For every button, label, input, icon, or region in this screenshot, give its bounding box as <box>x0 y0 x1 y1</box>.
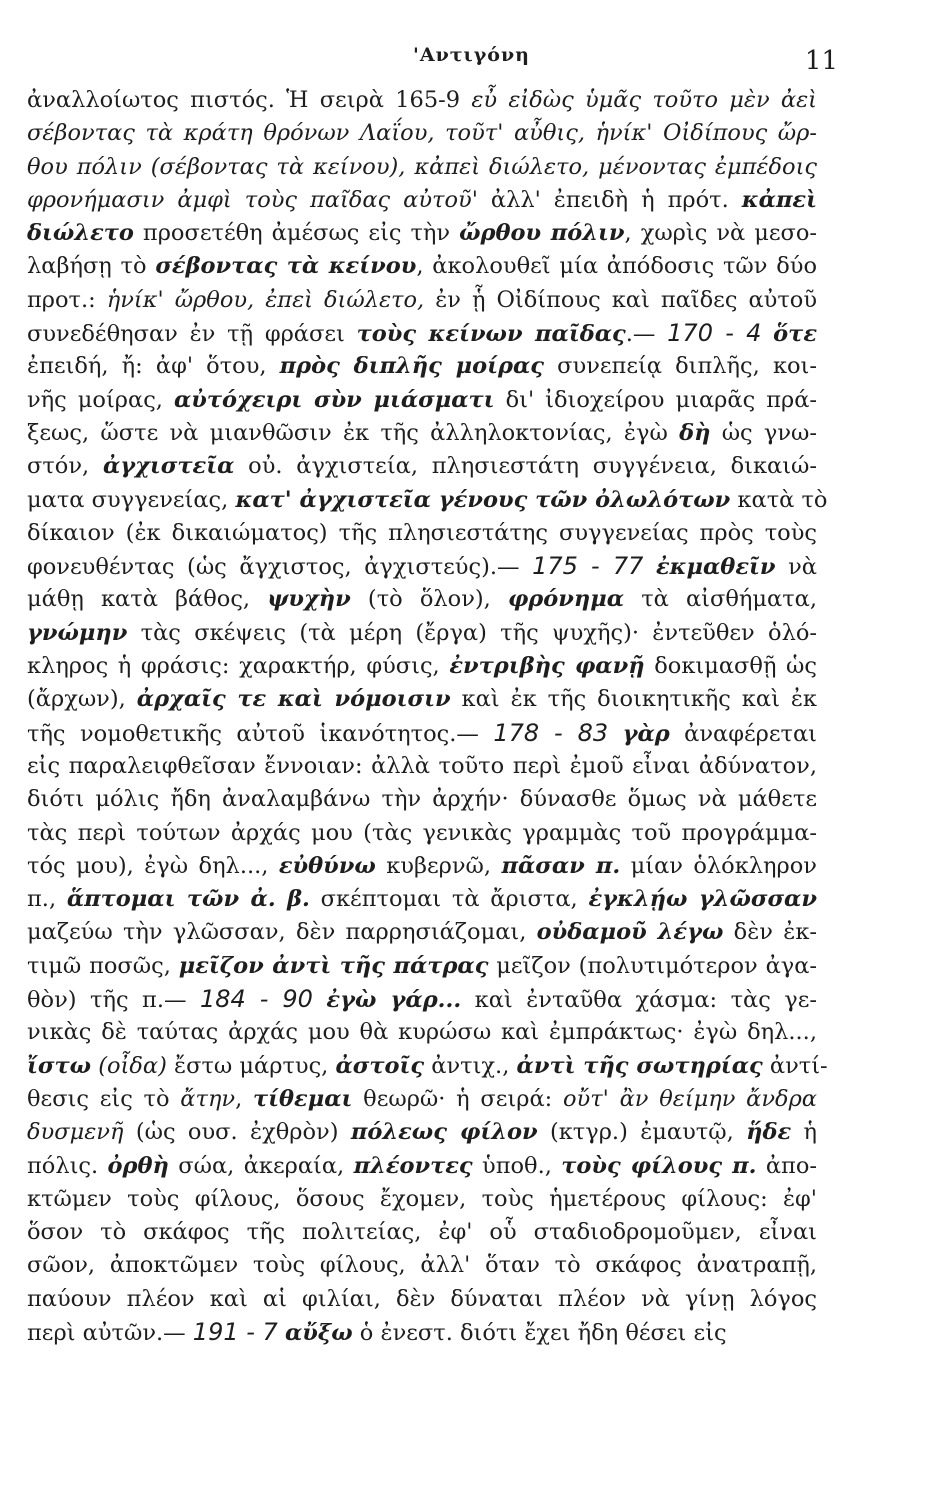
plain-text <box>761 321 773 347</box>
plain-text: θὸν) τῆς π.— <box>27 987 200 1014</box>
text-line <box>27 217 817 250</box>
lemma-text: σέβοντας τὰ κείνου <box>155 253 417 280</box>
commentary-text <box>27 84 828 1349</box>
text-line <box>27 484 828 517</box>
lemma-text: εὐθύνω <box>278 852 376 879</box>
plain-text: διότι μόλις ἤδη ἀναλαμβάνω τὴν ἀρχήν· δύνασθε ὅμως νὰ μάθετε <box>27 786 817 813</box>
plain-text: φονευθέντας (ὡς ἄγχιστος, ἀγχιστεύς).— <box>27 554 533 581</box>
plain-text: ἀπο- <box>756 1152 817 1179</box>
lemma-text: ἴστω <box>27 1052 92 1079</box>
text-line <box>27 384 817 417</box>
quoted-text: ἄτην <box>180 1085 236 1112</box>
lemma-text: ἐγκλῄω γλῶσσαν <box>588 886 817 913</box>
plain-text: (κτγρ.) ἐμαυτῷ, <box>537 1119 747 1146</box>
text-line <box>27 1216 817 1249</box>
text-line <box>27 750 817 783</box>
lemma-text: ὤρθου πόλιν <box>459 220 625 247</box>
plain-text: κληρος ἡ φράσις: χαρακτήρ, φύσις, <box>27 653 450 680</box>
lemma-text: οὐδαμοῦ λέγω <box>536 919 724 946</box>
plain-text: καὶ ἐνταῦθα χάσμα: τὰς γε- <box>461 987 818 1014</box>
plain-text: περὶ αὐτῶν.— <box>27 1319 193 1346</box>
plain-text: θεσις εἰς τὸ <box>27 1085 181 1112</box>
lemma-text: ἥδε <box>746 1119 792 1146</box>
plain-text: ἀλλ' ἐπειδὴ ἡ πρότ. <box>477 186 742 213</box>
lemma-text: ἀστοῖς <box>335 1052 425 1079</box>
quoted-text: δυσμενῆ <box>27 1119 124 1146</box>
plain-text: σκέπτομαι τὰ ἄριστα, <box>309 886 589 913</box>
text-line <box>27 683 817 716</box>
lemma-text: διώλετο <box>27 220 134 247</box>
plain-text: μάθῃ κατὰ βάθος, <box>27 586 268 613</box>
text-line <box>27 817 817 850</box>
text-line <box>27 550 817 583</box>
lemma-text: πᾶσαν π. <box>501 852 621 879</box>
plain-text: κτῶμεν τοὺς φίλους, ὅσους ἔχομεν, τοὺς ἡμετέρους φίλους: ἐφ' <box>27 1185 817 1212</box>
text-line <box>27 1150 817 1183</box>
plain-text: (τὸ ὅλον), <box>350 586 508 613</box>
lemma-text: ἀντὶ τῆς σωτηρίας <box>516 1052 763 1079</box>
quoted-text: σέβοντας τὰ κράτη θρόνων Λαΐου, τοῦτ' αὖθις, ἡνίκ' Οἰδίπους ὤρ- <box>27 120 817 147</box>
plain-text: καὶ ἐκ τῆς διοικητικῆς καὶ ἐκ <box>450 686 817 713</box>
lemma-text: μεῖζον ἀντὶ τῆς πάτρας <box>178 952 489 979</box>
plain-text: μίαν ὁλόκληρον <box>620 852 817 879</box>
plain-text: (ἄρχων), <box>27 686 137 713</box>
page-number: 11 <box>804 46 838 76</box>
plain-text: ὅσον τὸ σκάφος τῆς πολιτείας, ἐφ' οὗ σταδιοδρομοῦμεν, εἶναι <box>27 1219 817 1246</box>
text-line <box>27 184 817 217</box>
plain-text: π., <box>27 886 67 913</box>
text-line <box>27 317 817 350</box>
text-line <box>27 250 817 283</box>
lemma-text: ἀρχαῖς τε καὶ νόμοισιν <box>136 686 451 713</box>
text-line <box>27 84 817 117</box>
plain-text: εἰς παραλειφθεῖσαν ἔννοιαν: ἀλλὰ τοῦτο περὶ ἐμοῦ εἶναι ἀδύνατον, <box>27 752 817 779</box>
lemma-text: αὐτόχειρι σὺν μιάσματι <box>173 386 495 413</box>
plain-text: μεῖζον (πολυτιμότερον ἀγα- <box>488 952 818 979</box>
plain-text: τὰ αἰσθήματα, <box>624 586 817 613</box>
plain-text: ἐπειδή, ἤ: ἀφ' ὅτου, <box>27 353 280 380</box>
plain-text: συνεπείᾳ διπλῆς, κοι- <box>544 353 817 380</box>
text-line <box>27 1316 817 1349</box>
lemma-text: πλέοντες <box>353 1152 473 1179</box>
plain-text: δι' ἰδιοχείρου μιαρᾶς πρά- <box>494 386 818 413</box>
plain-text: ἀναλλοίωτος πιστός. Ἡ σειρὰ 165-9 <box>27 87 472 113</box>
plain-text: νικὰς δὲ ταύτας ἀρχάς μου θὰ κυρώσω καὶ ἐμπράκτως· ἐγὼ δηλ..., <box>27 1019 817 1046</box>
text-line <box>27 151 817 184</box>
text-line <box>27 717 817 750</box>
lemma-text: γνώμην <box>27 619 128 646</box>
plain-text: δοκιμασθῇ ὡς <box>644 653 818 680</box>
plain-text: οὐ. ἀγχιστεία, πλησιεστάτη συγγένεια, δικαιώ- <box>234 453 817 480</box>
text-line <box>27 1283 817 1316</box>
verse-reference: 170 - 4 <box>667 319 762 348</box>
text-line <box>27 517 817 550</box>
lemma-text: τοὺς κείνων παῖδας <box>356 321 626 348</box>
lemma-text: ἐκμαθεῖν <box>655 554 776 581</box>
text-line <box>27 583 817 616</box>
quoted-text: φρονήμασιν ἀμφὶ τοὺς παῖδας αὐτοῦ' <box>27 186 478 213</box>
plain-text <box>608 721 622 747</box>
verse-reference: 178 - 83 <box>493 718 609 747</box>
lemma-text: φρόνημα <box>507 586 625 613</box>
plain-text: σῶον, ἀποκτῶμεν τοὺς φίλους, ἀλλ' ὅταν τὸ σκάφος ἀνατραπῇ, <box>27 1252 817 1279</box>
plain-text: τός μου), ἐγὼ δηλ..., <box>27 852 279 879</box>
text-line <box>27 417 817 450</box>
running-head: 'Αντιγόνη <box>413 44 530 66</box>
plain-text: δὲν ἐκ- <box>723 919 818 946</box>
plain-text: , ἀκολουθεῖ μία ἀπόδοσις τῶν δύο <box>416 253 817 280</box>
plain-text: ἡ <box>791 1119 817 1146</box>
text-line <box>27 883 817 916</box>
lemma-text: ὀρθὴ <box>107 1152 169 1179</box>
text-line <box>27 350 817 383</box>
plain-text: στόν, <box>27 453 103 480</box>
plain-text: λαβήσῃ τὸ <box>27 253 156 280</box>
plain-text <box>313 987 326 1013</box>
text-line <box>27 1249 817 1282</box>
plain-text: ἔστω μάρτυς, <box>166 1052 336 1079</box>
lemma-text: πρὸς διπλῆς μοίρας <box>279 353 545 380</box>
lemma-text: ἐντριβὴς φανῇ <box>449 653 645 680</box>
text-line <box>27 117 817 150</box>
plain-text: ἐν ᾗ Οἰδίπους καὶ παῖδες αὐτοῦ <box>424 286 817 313</box>
quoted-text: εὖ εἰδὼς ὑμᾶς τοῦτο μὲν ἀεὶ <box>471 87 817 113</box>
text-line <box>27 1016 817 1049</box>
lemma-text: γὰρ <box>622 720 670 747</box>
verse-reference: 191 - 7 <box>192 1317 278 1346</box>
lemma-text: αὔξω <box>284 1319 353 1346</box>
verse-reference: 184 - 90 <box>199 985 313 1014</box>
text-line <box>27 284 817 317</box>
text-line <box>27 1183 817 1216</box>
quoted-text: ἡνίκ' ὤρθου, ἐπεὶ διώλετο, <box>106 286 425 313</box>
lemma-text: κατ' ἀγχιστεῖα γένους τῶν ὀλωλότων <box>235 486 731 513</box>
plain-text: συνεδέθησαν ἐν τῇ φράσει <box>27 321 357 348</box>
plain-text: σώα, ἀκεραία, <box>168 1152 354 1179</box>
text-line <box>27 650 817 683</box>
plain-text: ὑποθ., <box>472 1152 562 1179</box>
lemma-text: πόλεως φίλον <box>350 1119 538 1146</box>
plain-text: πόλις. <box>27 1152 108 1179</box>
text-line <box>27 850 817 883</box>
plain-text: προτ.: <box>27 286 107 313</box>
plain-text: παύουν πλέον καὶ αἱ φιλίαι, δὲν δύναται πλέον νὰ γίνῃ λόγος <box>27 1285 817 1312</box>
plain-text: , <box>235 1085 254 1112</box>
text-line <box>27 1083 817 1116</box>
plain-text: κατὰ τὸ <box>730 486 828 513</box>
plain-text: ματα συγγενείας, <box>27 486 236 513</box>
text-line <box>27 783 817 816</box>
plain-text: ἀναφέρεται <box>669 720 817 747</box>
text-line <box>27 1050 828 1083</box>
text-line <box>27 950 817 983</box>
text-line <box>27 983 817 1016</box>
text-line <box>27 617 817 650</box>
plain-text <box>643 554 656 580</box>
plain-text: ξεως, ὥστε νὰ μιανθῶσιν ἐκ τῆς ἀλληλοκτονίας, ἐγὼ <box>27 419 680 446</box>
plain-text: ὁ ἐνεστ. διότι ἔχει ἤδη θέσει εἰς <box>352 1319 727 1346</box>
lemma-text: δὴ <box>679 419 711 446</box>
lemma-text: τοὺς φίλους π. <box>561 1152 757 1179</box>
plain-text: τιμῶ ποσῶς, <box>27 952 179 979</box>
plain-text: νῆς μοίρας, <box>27 386 174 413</box>
quoted-text: (οἶδα) <box>98 1052 167 1079</box>
plain-text: τὰς περὶ τούτων ἀρχάς μου (τὰς γενικὰς γραμμὰς τοῦ προγράμμα- <box>27 819 817 846</box>
plain-text: θεωρῶ· ἡ σειρά: <box>352 1085 563 1112</box>
plain-text: νὰ <box>775 554 817 581</box>
plain-text: ὡς γνω- <box>710 419 817 446</box>
plain-text: (ὡς ουσ. ἐχθρὸν) <box>123 1119 351 1146</box>
plain-text: τῆς νομοθετικῆς αὐτοῦ ἱκανότητος.— <box>27 720 494 747</box>
lemma-text: τίθεμαι <box>253 1085 353 1112</box>
lemma-text: ἐγὼ γάρ... <box>326 987 462 1014</box>
plain-text: τὰς σκέψεις (τὰ μέρη (ἔργα) τῆς ψυχῆς)· ἐντεῦθεν ὁλό- <box>127 619 817 646</box>
lemma-text: κἀπεὶ <box>741 186 817 213</box>
plain-text: ἀντιχ., <box>424 1052 517 1079</box>
verse-reference: 175 - 77 <box>532 552 644 581</box>
plain-text: ἀντί- <box>762 1052 828 1079</box>
quoted-text: οὔτ' ἂν θείμην ἄνδρα <box>562 1085 818 1112</box>
plain-text: κυβερνῶ, <box>375 852 502 879</box>
plain-text: , χωρὶς νὰ μεσο- <box>624 220 817 247</box>
quoted-text: θου πόλιν (σέβοντας τὰ κείνου), κἀπεὶ διώλετο, μένοντας ἐμπέδοις <box>27 153 817 180</box>
lemma-text: ἅπτομαι τῶν ἀ. β. <box>66 886 310 913</box>
plain-text <box>278 1320 285 1346</box>
plain-text: μαζεύω τὴν γλῶσσαν, δὲν παρρησιάζομαι, <box>27 919 537 946</box>
lemma-text: ὅτε <box>773 321 817 348</box>
text-line <box>27 916 817 949</box>
plain-text: προσετέθη ἀμέσως εἰς τὴν <box>133 220 460 247</box>
text-line <box>27 1116 817 1149</box>
plain-text: δίκαιον (ἐκ δικαιώματος) τῆς πλησιεστάτης συγγενείας πρὸς τοὺς <box>27 519 817 546</box>
plain-text: .— <box>625 321 668 348</box>
lemma-text: ἀγχιστεῖα <box>102 453 235 480</box>
lemma-text: ψυχὴν <box>267 586 351 613</box>
text-line <box>27 450 817 483</box>
